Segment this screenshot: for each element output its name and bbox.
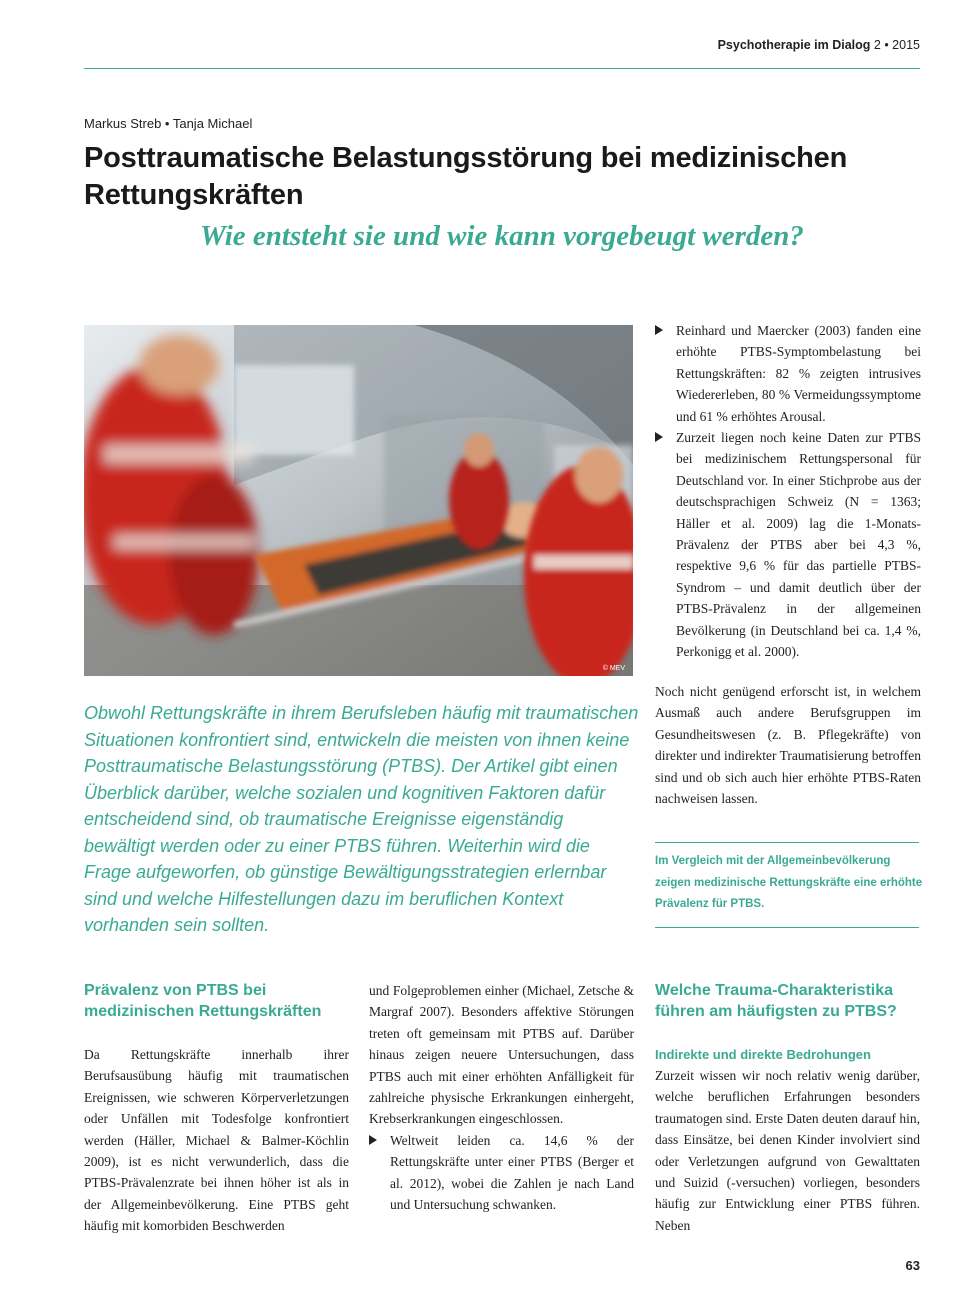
bullet-text: Weltweit leiden ca. 14,6 % der Rettungskräfte unter einer PTBS (Berger et al. 2012), wobei die Zahlen je nach Land und Untersuchung schwanken.	[390, 1132, 634, 1213]
authors: Markus Streb • Tanja Michael	[84, 116, 253, 131]
bullet-text: Reinhard und Maercker (2003) fanden eine erhöhte PTBS-Symptombelastung bei Rettungskräften: 82 % zeigten intrusives Wiedererleben, 80 % Vermeidungssymptome und 61 % erhöhtes Arousal.	[676, 323, 921, 424]
bullet-arrow-icon	[369, 1135, 377, 1145]
article-title: Posttraumatische Belastungsstörung bei medizinischen Rettungskräften	[84, 142, 848, 211]
column-2	[369, 980, 634, 1215]
column-1-body: Da Rettungskräfte innerhalb ihrer Berufsausübung häufig mit traumatischen Ereignissen, wie schweren Körperverletzungen oder Unfällen mit Todesfolge konfrontiert werden (Häller, Michael & Balmer-Köchlin 2009), ist es nicht verwunderlich, dass die PTBS-Prävalenzrate bei ihnen höher ist als in der Allgemeinbevölkerung. Eine PTBS geht häufig mit komorbiden Beschwerden	[84, 1047, 349, 1234]
column-3-body: Zurzeit wissen wir noch relativ wenig darüber, welche beruflichen Erfahrungen besonders traumatogen sind. Erste Daten deuten darauf hin, dass Einsätze, bei denen Kinder involviert sind oder Verletzungen aufgrund von Gewalttaten und Suizid (-versuchen) vorliegen, besonders häufig zur Entwicklung einer PTBS führen. Neben	[655, 1068, 920, 1233]
column-2-bullets	[369, 1130, 634, 1216]
photo-credit: © MEV	[602, 665, 625, 672]
header-rule	[84, 68, 920, 69]
column-2-body: und Folgeproblemen einher (Michael, Zetsche & Margraf 2007). Besonders affektive Störungen treten oft gemeinsam mit PTBS auf. Darüber hinaus zeigen neuere Untersuchungen, dass PTBS auch mit einer erhöhten Anfälligkeit für zahlreiche physische Erkrankungen einhergeht, Krebserkrankungen eingeschlossen.	[369, 983, 634, 1127]
list-item	[369, 1130, 634, 1216]
pullquote-rule-top	[655, 842, 919, 843]
summary-closing-block	[655, 681, 921, 809]
list-item	[655, 427, 921, 662]
article-photo	[84, 325, 633, 676]
summary-bullets	[655, 320, 921, 663]
column-1	[84, 980, 349, 1237]
list-item	[655, 320, 921, 427]
rescue-scene-illustration	[84, 325, 633, 676]
pullquote-rule-bottom	[655, 927, 919, 928]
article-subtitle: Wie entsteht sie und wie kann vorgebeugt werden?	[200, 220, 804, 252]
page-number: 63	[905, 1258, 920, 1273]
journal-name: Psychotherapie im Dialog	[717, 38, 871, 52]
subheading-threats: Indirekte und direkte Bedrohungen	[655, 1047, 871, 1062]
pullquote: Im Vergleich mit der Allgemeinbevölkerung zeigen medizinische Rettungskräfte eine erhöhte Prävalenz für PTBS.	[655, 855, 923, 910]
running-head	[718, 38, 920, 52]
bullet-arrow-icon	[655, 432, 663, 442]
bullet-arrow-icon	[655, 325, 663, 335]
summary-closing: Noch nicht genügend erforscht ist, in welchem Ausmaß auch andere Berufsgruppen im Gesundheitswesen (z. B. Pflegekräfte) von direkter und indirekter Traumatisierung betroffen sind und ob sich auch hier erhöhte PTBS-Raten nachweisen lassen.	[655, 684, 921, 807]
column-3	[655, 980, 920, 1236]
section-heading-prevalence: Prävalenz von PTBS bei medizinischen Rettungskräften	[84, 982, 322, 1020]
summary-box	[655, 320, 921, 663]
issue-label: 2 • 2015	[873, 38, 920, 52]
bullet-text: Zurzeit liegen noch keine Daten zur PTBS bei medizinischem Rettungspersonal für Deutschland vor. In einer Stichprobe aus der deutschsprachigen Schweiz (N = 1363; Häller et al. 2009) lag die 1-Monats-Prävalenz der PTBS aber bei 4,3 %, respektive 9,6 % für das partielle PTBS-Syndrom – und damit deutlich über der PTBS-Prävalenz in der allgemeinen Bevölkerung (in Deutschland bei ca. 1,4 %, Perkonigg et al. 2000).	[676, 430, 921, 660]
abstract: Obwohl Rettungskräfte in ihrem Berufsleben häufig mit traumatischen Situationen konfrontiert sind, entwickeln die meisten von ihnen keine Posttraumatische Belastungsstörung (PTBS). Der Artikel gibt einen Überblick darüber, welche sozialen und kognitiven Faktoren dafür entscheidend sind, ob traumatische Ereignisse eigenständig bewältigt werden oder zu einer PTBS führen. Weiterhin wird die Frage aufgeworfen, ob günstige Bewältigungsstrategien erlernbar sind und welche Hilfestellungen dazu im beruflichen Kontext vorhanden sein sollten.	[84, 703, 639, 935]
section-heading-trauma: Welche Trauma-Charakteristika führen am häufigsten zu PTBS?	[655, 982, 897, 1020]
